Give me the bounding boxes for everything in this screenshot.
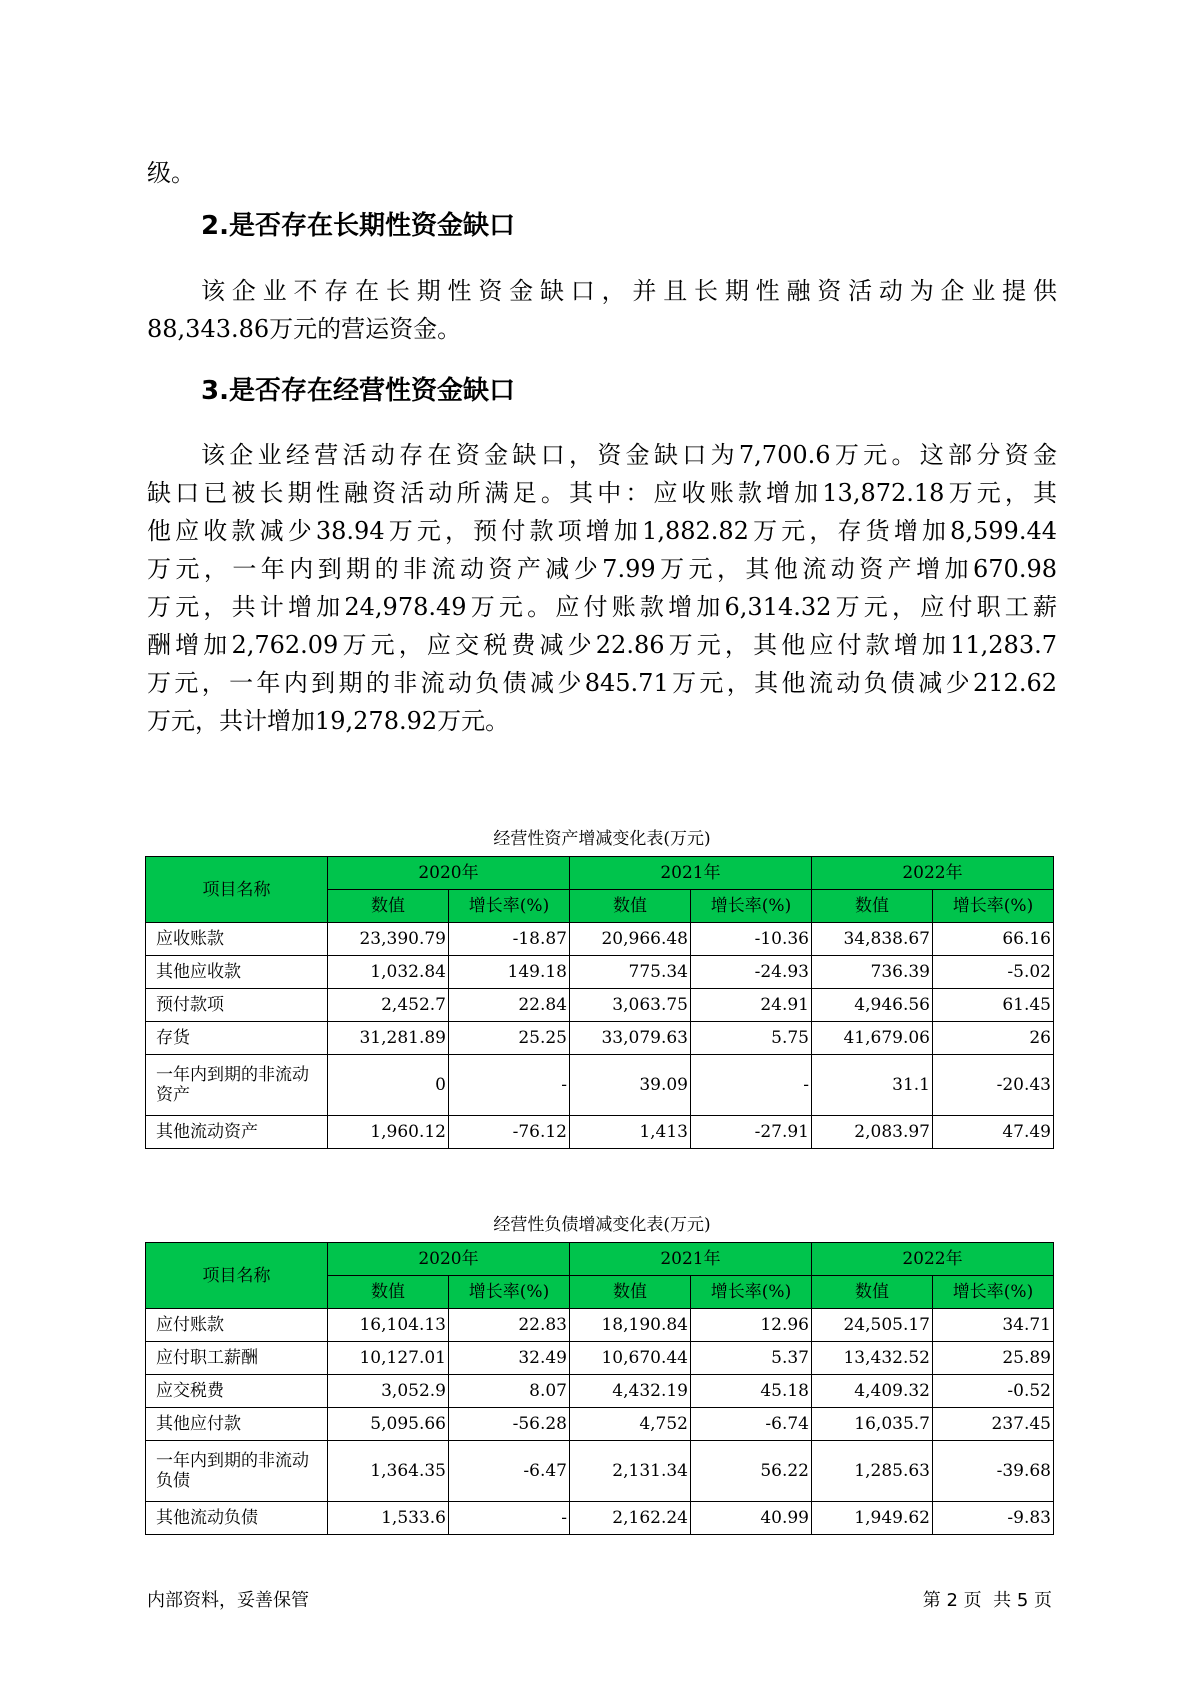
table-cell: 41,679.06 xyxy=(812,1022,933,1055)
table-cell: 16,035.7 xyxy=(812,1408,933,1441)
table-cell: 47.49 xyxy=(933,1116,1054,1149)
table-cell: 0 xyxy=(328,1055,449,1116)
table-caption-liabilities: 经营性负债增减变化表(万元) xyxy=(493,1215,711,1235)
row-label: 其他应收款 xyxy=(146,956,328,989)
footer-confidential-note: 内部资料，妥善保管 xyxy=(147,1590,309,1611)
table-row xyxy=(146,923,1054,956)
paragraph-operating-funding xyxy=(147,436,1057,740)
sub-header-growth: 增长率(%) xyxy=(691,890,812,923)
table-row xyxy=(146,1116,1054,1149)
table-cell: 736.39 xyxy=(812,956,933,989)
table-cell: 23,390.79 xyxy=(328,923,449,956)
table-cell: 16,104.13 xyxy=(328,1309,449,1342)
paragraph-line: 酬增加2,762.09万元，应交税费减少22.86万元，其他应付款增加11,283.7 xyxy=(147,631,1057,659)
table-cell: 4,946.56 xyxy=(812,989,933,1022)
table-cell: 34,838.67 xyxy=(812,923,933,956)
assets-change-table xyxy=(145,856,1054,1149)
year-header: 2020年 xyxy=(328,857,570,890)
year-header: 2022年 xyxy=(812,857,1054,890)
table-cell: 66.16 xyxy=(933,923,1054,956)
table-cell: 1,285.63 xyxy=(812,1441,933,1502)
table-cell: 56.22 xyxy=(691,1441,812,1502)
table-row xyxy=(146,1055,1054,1116)
row-label: 其他应付款 xyxy=(146,1408,328,1441)
table-row xyxy=(146,1408,1054,1441)
table-cell: 18,190.84 xyxy=(570,1309,691,1342)
table-cell: 5.75 xyxy=(691,1022,812,1055)
row-label: 预付款项 xyxy=(146,989,328,1022)
paragraph-line: 万元，一年内到期的非流动资产减少7.99万元，其他流动资产增加670.98 xyxy=(147,555,1057,583)
year-header: 2021年 xyxy=(570,1243,812,1276)
table-cell: - xyxy=(449,1502,570,1535)
paragraph-line: 88,343.86万元的营运资金。 xyxy=(147,315,462,343)
table-cell: 31,281.89 xyxy=(328,1022,449,1055)
table-corner-header: 项目名称 xyxy=(146,1243,328,1309)
table-cell: 25.25 xyxy=(449,1022,570,1055)
table-cell: 10,127.01 xyxy=(328,1342,449,1375)
table-row xyxy=(146,1441,1054,1502)
table-row xyxy=(146,1309,1054,1342)
table-cell: 8.07 xyxy=(449,1375,570,1408)
row-label: 一年内到期的非流动资产 xyxy=(146,1055,328,1116)
table-caption-assets: 经营性资产增减变化表(万元) xyxy=(493,829,711,849)
table-cell: 25.89 xyxy=(933,1342,1054,1375)
liabilities-change-table xyxy=(145,1242,1054,1535)
table-cell: 2,131.34 xyxy=(570,1441,691,1502)
table-cell: - xyxy=(691,1055,812,1116)
table-cell: 1,533.6 xyxy=(328,1502,449,1535)
table-cell: 22.83 xyxy=(449,1309,570,1342)
paragraph-line: 缺口已被长期性融资活动所满足。其中：应收账款增加13,872.18万元，其 xyxy=(147,479,1057,507)
sub-header-growth: 增长率(%) xyxy=(933,1276,1054,1309)
row-label: 应收账款 xyxy=(146,923,328,956)
paragraph-line: 他应收款减少38.94万元，预付款项增加1,882.82万元，存货增加8,599.44 xyxy=(147,517,1057,545)
paragraph-line: 万元，共计增加19,278.92万元。 xyxy=(147,707,510,735)
section-heading-2: 2.是否存在长期性资金缺口 xyxy=(201,211,515,241)
year-header: 2022年 xyxy=(812,1243,1054,1276)
table-cell: 3,052.9 xyxy=(328,1375,449,1408)
table-cell: -76.12 xyxy=(449,1116,570,1149)
year-header: 2021年 xyxy=(570,857,812,890)
table-cell: 20,966.48 xyxy=(570,923,691,956)
paragraph-line: 万元，共计增加24,978.49万元。应付账款增加6,314.32万元，应付职工薪 xyxy=(147,593,1057,621)
row-label: 其他流动资产 xyxy=(146,1116,328,1149)
table-cell: 2,162.24 xyxy=(570,1502,691,1535)
footer-page-number: 第 2 页 共 5 页 xyxy=(922,1590,1052,1611)
table-cell: 5,095.66 xyxy=(328,1408,449,1441)
table-corner-header: 项目名称 xyxy=(146,857,328,923)
table-cell: -20.43 xyxy=(933,1055,1054,1116)
sub-header-growth: 增长率(%) xyxy=(691,1276,812,1309)
table-cell: 32.49 xyxy=(449,1342,570,1375)
table-cell: -18.87 xyxy=(449,923,570,956)
row-label: 一年内到期的非流动负债 xyxy=(146,1441,328,1502)
sub-header-value: 数值 xyxy=(328,890,449,923)
table-row xyxy=(146,1502,1054,1535)
table-cell: -24.93 xyxy=(691,956,812,989)
table-cell: 1,960.12 xyxy=(328,1116,449,1149)
table-cell: - xyxy=(449,1055,570,1116)
table-cell: -10.36 xyxy=(691,923,812,956)
table-cell: 237.45 xyxy=(933,1408,1054,1441)
row-label: 存货 xyxy=(146,1022,328,1055)
table-cell: 2,083.97 xyxy=(812,1116,933,1149)
table-cell: 12.96 xyxy=(691,1309,812,1342)
table-cell: 26 xyxy=(933,1022,1054,1055)
table-cell: 1,413 xyxy=(570,1116,691,1149)
table-cell: 1,949.62 xyxy=(812,1502,933,1535)
row-label: 应付账款 xyxy=(146,1309,328,1342)
table-cell: -6.47 xyxy=(449,1441,570,1502)
sub-header-value: 数值 xyxy=(570,1276,691,1309)
table-row xyxy=(146,1342,1054,1375)
row-label: 应交税费 xyxy=(146,1375,328,1408)
table-cell: 5.37 xyxy=(691,1342,812,1375)
table-cell: -9.83 xyxy=(933,1502,1054,1535)
table-row xyxy=(146,956,1054,989)
sub-header-value: 数值 xyxy=(328,1276,449,1309)
table-cell: 22.84 xyxy=(449,989,570,1022)
table-cell: 1,364.35 xyxy=(328,1441,449,1502)
sub-header-growth: 增长率(%) xyxy=(449,890,570,923)
table-row xyxy=(146,1375,1054,1408)
table-cell: 1,032.84 xyxy=(328,956,449,989)
sub-header-value: 数值 xyxy=(570,890,691,923)
table-cell: 34.71 xyxy=(933,1309,1054,1342)
table-cell: 775.34 xyxy=(570,956,691,989)
table-cell: -39.68 xyxy=(933,1441,1054,1502)
table-cell: 24.91 xyxy=(691,989,812,1022)
table-cell: 4,752 xyxy=(570,1408,691,1441)
table-cell: -6.74 xyxy=(691,1408,812,1441)
table-cell: 2,452.7 xyxy=(328,989,449,1022)
paragraph-line: 级。 xyxy=(147,159,195,187)
row-label: 应付职工薪酬 xyxy=(146,1342,328,1375)
table-cell: 13,432.52 xyxy=(812,1342,933,1375)
paragraph-line: 万元，一年内到期的非流动负债减少845.71万元，其他流动负债减少212.62 xyxy=(147,669,1057,697)
sub-header-value: 数值 xyxy=(812,890,933,923)
table-cell: 10,670.44 xyxy=(570,1342,691,1375)
section-heading-3: 3.是否存在经营性资金缺口 xyxy=(201,376,515,406)
paragraph-previous-tail xyxy=(147,154,1057,192)
table-cell: 40.99 xyxy=(691,1502,812,1535)
table-cell: 3,063.75 xyxy=(570,989,691,1022)
year-header: 2020年 xyxy=(328,1243,570,1276)
table-cell: 45.18 xyxy=(691,1375,812,1408)
table-cell: -5.02 xyxy=(933,956,1054,989)
row-label: 其他流动负债 xyxy=(146,1502,328,1535)
table-cell: 33,079.63 xyxy=(570,1022,691,1055)
table-cell: 4,432.19 xyxy=(570,1375,691,1408)
paragraph-line: 该企业经营活动存在资金缺口，资金缺口为7,700.6万元。这部分资金 xyxy=(201,441,1057,469)
paragraph-long-term-funding xyxy=(147,272,1057,348)
sub-header-growth: 增长率(%) xyxy=(933,890,1054,923)
sub-header-value: 数值 xyxy=(812,1276,933,1309)
paragraph-line: 该企业不存在长期性资金缺口，并且长期性融资活动为企业提供 xyxy=(201,277,1057,305)
table-cell: 39.09 xyxy=(570,1055,691,1116)
table-cell: 31.1 xyxy=(812,1055,933,1116)
table-row xyxy=(146,989,1054,1022)
sub-header-growth: 增长率(%) xyxy=(449,1276,570,1309)
table-cell: 24,505.17 xyxy=(812,1309,933,1342)
table-cell: -27.91 xyxy=(691,1116,812,1149)
table-cell: -56.28 xyxy=(449,1408,570,1441)
table-cell: 149.18 xyxy=(449,956,570,989)
table-cell: -0.52 xyxy=(933,1375,1054,1408)
table-row xyxy=(146,1022,1054,1055)
table-cell: 4,409.32 xyxy=(812,1375,933,1408)
table-cell: 61.45 xyxy=(933,989,1054,1022)
